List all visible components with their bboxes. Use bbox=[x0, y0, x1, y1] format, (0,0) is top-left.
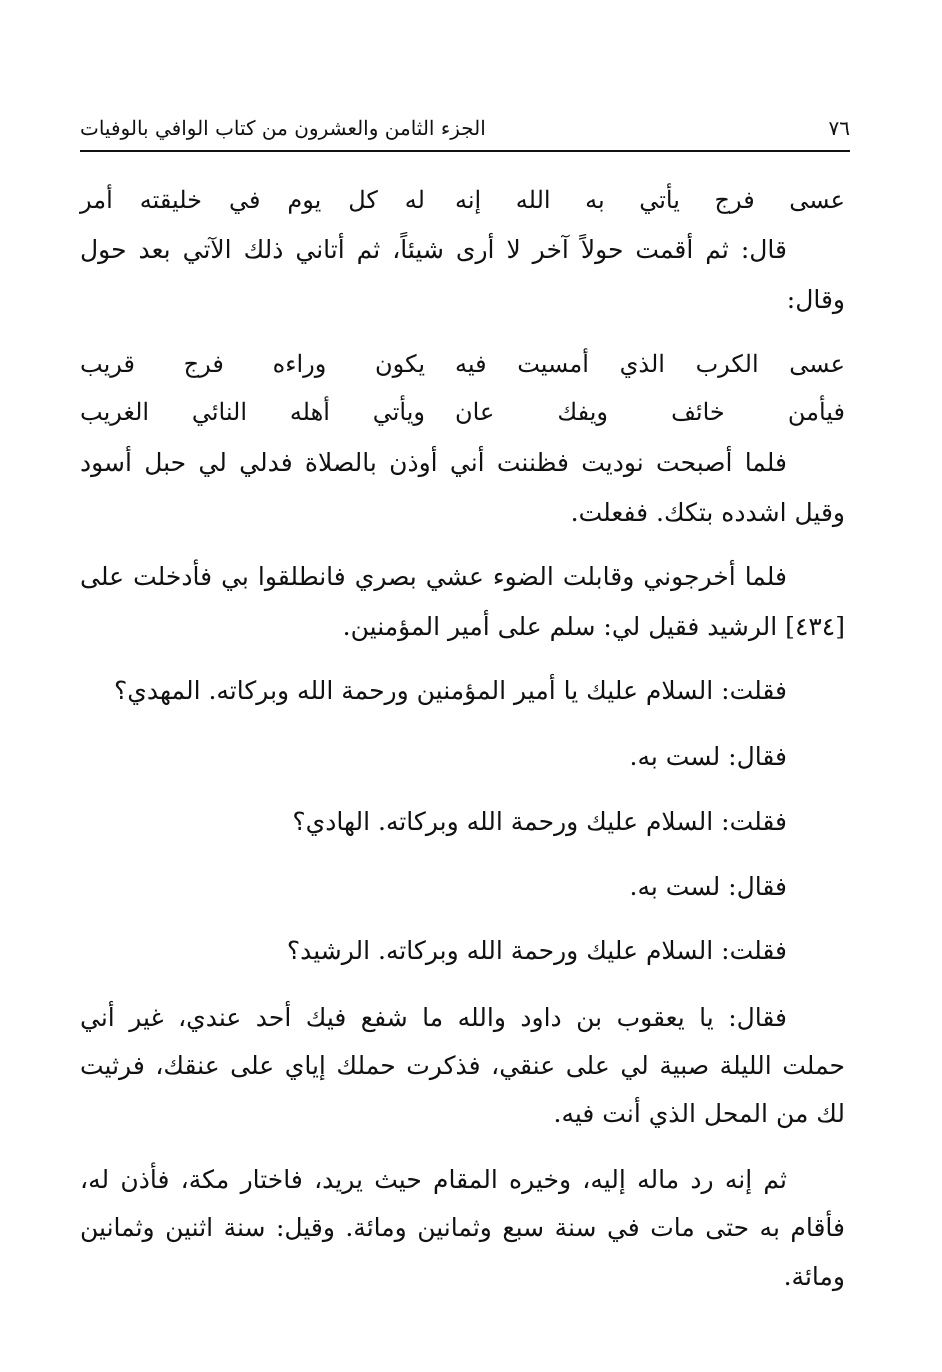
verse-line bbox=[80, 395, 845, 429]
text-line: فقلت: السلام عليك يا أمير المؤمنين ورحمة الله وبركاته. المهدي؟ bbox=[114, 676, 787, 705]
text-line: فقلت: السلام عليك ورحمة الله وبركاته. الهادي؟ bbox=[292, 807, 787, 836]
verse-hemistich-first: فيأمن خائف ويفك عان bbox=[455, 398, 845, 426]
text-line: وقيل اشدده بتكك. ففعلت. bbox=[570, 498, 845, 527]
page-number: ٧٦ bbox=[828, 116, 850, 140]
running-title: الجزء الثامن والعشرون من كتاب الوافي بالوفيات bbox=[80, 116, 486, 140]
text-line: لك من المحل الذي أنت فيه. bbox=[553, 1099, 845, 1128]
verse-hemistich-second: يكون وراءه فرج قريب bbox=[80, 350, 425, 378]
text-line: فقال: لست به. bbox=[629, 872, 787, 901]
text-line: ومائة. bbox=[783, 1262, 845, 1291]
verse-hemistich-first: عسى فرج يأتي به الله إنه bbox=[455, 186, 845, 214]
text-line: وقال: bbox=[786, 285, 845, 314]
text-line: فقال: يا يعقوب بن داود والله ما شفع فيك أحد عندي، غير أني bbox=[80, 1003, 787, 1032]
verse-hemistich-second: له كل يوم في خليقته أمر bbox=[80, 186, 425, 214]
text-line: ثم إنه رد ماله إليه، وخيره المقام حيث يريد، فاختار مكة، فأذن له، bbox=[80, 1165, 787, 1194]
text-line: قال: ثم أقمت حولاً آخر لا أرى شيئاً، ثم أتاني ذلك الآتي بعد حول bbox=[80, 235, 787, 264]
text-line: فقلت: السلام عليك ورحمة الله وبركاته. الرشيد؟ bbox=[286, 936, 787, 965]
verse-line bbox=[80, 347, 845, 381]
verse-line bbox=[80, 183, 845, 217]
verse-hemistich-first: عسى الكرب الذي أمسيت فيه bbox=[455, 350, 845, 378]
text-line: فقال: لست به. bbox=[629, 742, 787, 771]
text-line: حملت الليلة صبية لي على عنقي، فذكرت حملك إياي على عنقك، فرثيت bbox=[80, 1051, 845, 1080]
text-line: فلما أخرجوني وقابلت الضوء عشي بصري فانطلقوا بي فأدخلت على bbox=[80, 562, 787, 591]
text-line: فأقام به حتى مات في سنة سبع وثمانين ومائة. وقيل: سنة اثنين وثمانين bbox=[80, 1213, 845, 1242]
header-rule bbox=[80, 150, 850, 152]
verse-hemistich-second: ويأتي أهله النائي الغريب bbox=[80, 398, 425, 426]
page-header bbox=[80, 108, 850, 148]
text-line: فلما أصبحت نوديت فظننت أني أوذن بالصلاة فدلي لي حبل أسود bbox=[80, 448, 787, 477]
text-line: [٤٣٤] الرشيد فقيل لي: سلم على أمير المؤمنين. bbox=[342, 612, 845, 641]
